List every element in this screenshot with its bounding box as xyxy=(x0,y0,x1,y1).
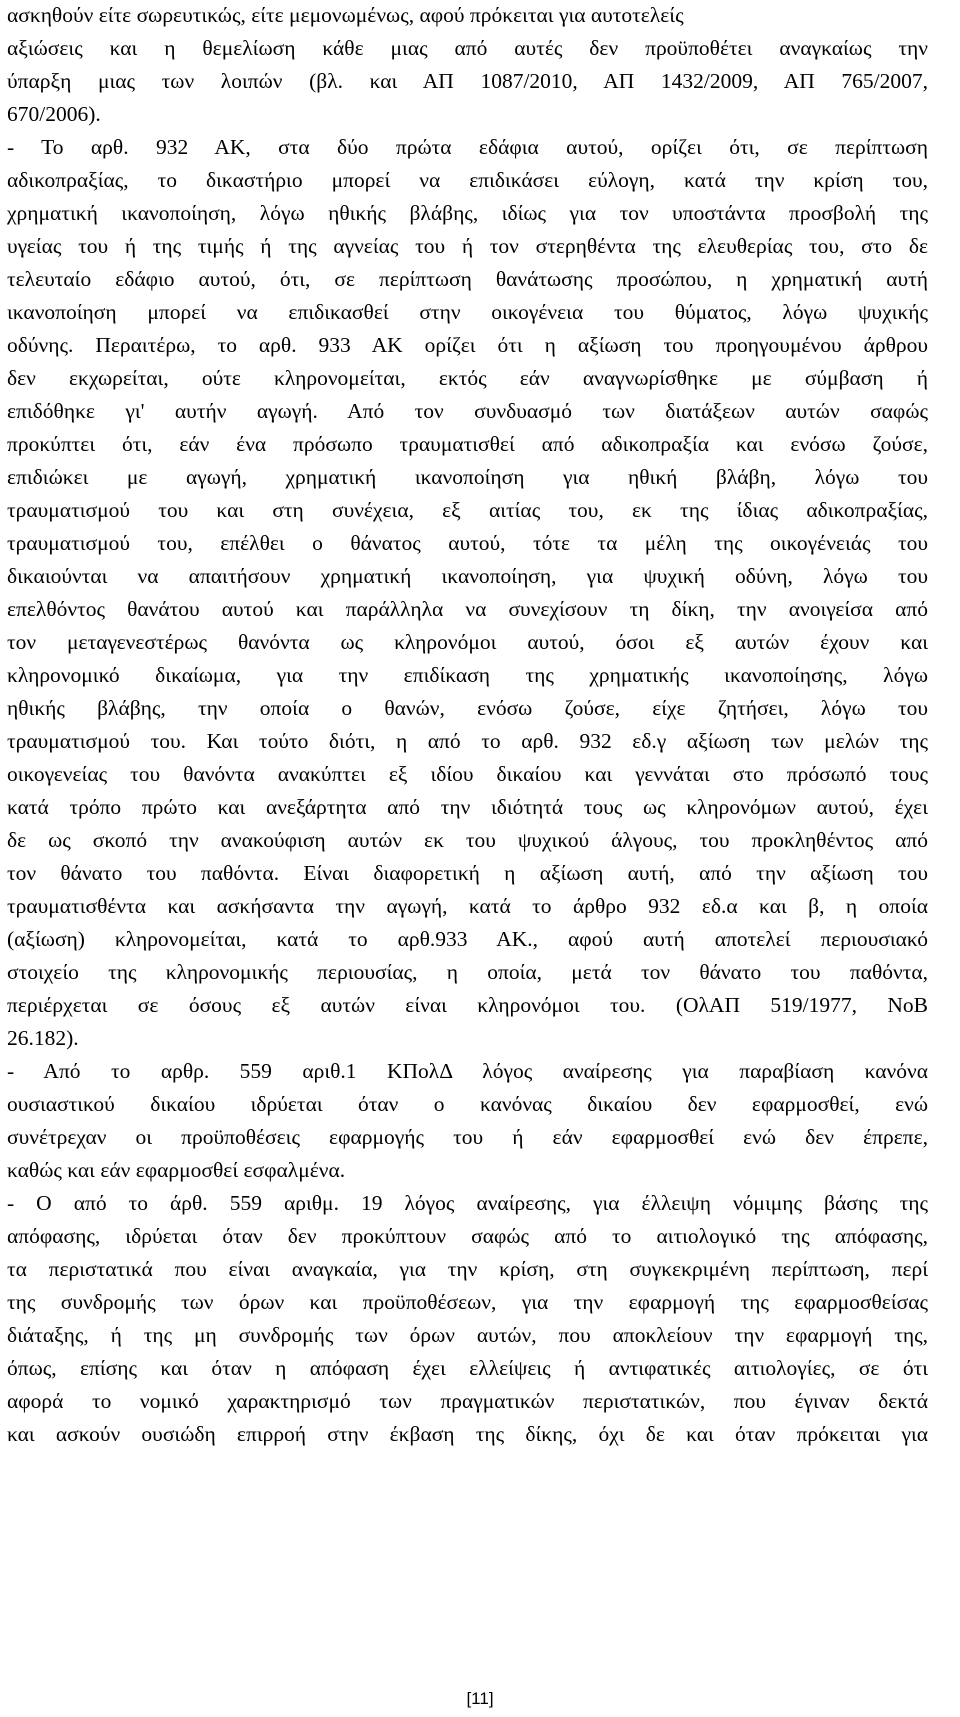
text-line: οδύνης. Περαιτέρω, το αρθ. 933 ΑΚ ορίζει ότι η αξίωση του προηγουμένου άρθρου xyxy=(7,333,928,357)
text-line: της συνδρομής των όρων και προϋποθέσεων, για την εφαρμογή της εφαρμοσθείσας xyxy=(7,1290,928,1314)
text-line: τον θάνατο του παθόντα. Είναι διαφορετική η αξίωση αυτή, από την αξίωση του xyxy=(7,861,928,885)
text-line: υγείας του ή της τιμής ή της αγνείας του ή τον στερηθέντα της ελευθερίας του, στο δε xyxy=(7,234,928,258)
text-line: όπως, επίσης και όταν η απόφαση έχει ελλείψεις ή αντιφατικές αιτιολογίες, σε ότι xyxy=(7,1356,928,1380)
text-line: διάταξης, ή της μη συνδρομής των όρων αυτών, που αποκλείουν την εφαρμογή της, xyxy=(7,1323,928,1347)
text-line: τελευταίο εδάφιο αυτού, ότι, σε περίπτωση θανάτωσης προσώπου, η χρηματική αυτή xyxy=(7,267,928,291)
text-line: κατά τρόπο πρώτο και ανεξάρτητα από την ιδιότητά τους ως κληρονόμων αυτού, έχει xyxy=(7,795,928,819)
text-line: τραυματισμού του. Και τούτο διότι, η από το αρθ. 932 εδ.γ αξίωση των μελών της xyxy=(7,729,928,753)
text-line: δεν εκχωρείται, ούτε κληρονομείται, εκτός εάν αναγνωρίσθηκε με σύμβαση ή xyxy=(7,366,928,390)
text-line: ύπαρξη μιας των λοιπών (βλ. και ΑΠ 1087/2010, ΑΠ 1432/2009, ΑΠ 765/2007, xyxy=(7,69,928,93)
text-line: 26.182). xyxy=(7,1026,79,1050)
text-line: περιέρχεται σε όσους εξ αυτών είναι κληρονόμοι του. (ΟλΑΠ 519/1977, ΝοΒ xyxy=(7,993,928,1017)
text-line: - Από το αρθρ. 559 αριθ.1 ΚΠολΔ λόγος αναίρεσης για παραβίαση κανόνα xyxy=(7,1059,928,1083)
text-line: ουσιαστικού δικαίου ιδρύεται όταν ο κανόνας δικαίου δεν εφαρμοσθεί, ενώ xyxy=(7,1092,928,1116)
text-line: ικανοποίηση μπορεί να επιδικασθεί στην οικογένεια του θύματος, λόγω ψυχικής xyxy=(7,300,928,324)
text-line: τα περιστατικά που είναι αναγκαία, για την κρίση, στη συγκεκριμένη περίπτωση, περί xyxy=(7,1257,928,1281)
text-line: (αξίωση) κληρονομείται, κατά το αρθ.933 ΑΚ., αφού αυτή αποτελεί περιουσιακό xyxy=(7,927,928,951)
text-line: συνέτρεχαν οι προϋποθέσεις εφαρμογής του ή εάν εφαρμοσθεί ενώ δεν έπρεπε, xyxy=(7,1125,928,1149)
text-line: και ασκούν ουσιώδη επιρροή στην έκβαση της δίκης, όχι δε και όταν πρόκειται για xyxy=(7,1422,928,1446)
text-line: τραυματισμού του και στη συνέχεια, εξ αιτίας του, εκ της ίδιας αδικοπραξίας, xyxy=(7,498,928,522)
text-line: - Ο από το άρθ. 559 αριθμ. 19 λόγος αναίρεσης, για έλλειψη νόμιμης βάσης της xyxy=(7,1191,928,1215)
text-line: στοιχείο της κληρονομικής περιουσίας, η οποία, μετά τον θάνατο του παθόντα, xyxy=(7,960,928,984)
text-line: χρηματική ικανοποίηση, λόγω ηθικής βλάβης, ιδίως για τον υποστάντα προσβολή της xyxy=(7,201,928,225)
page-number: [11] xyxy=(466,1689,494,1708)
text-line: απόφασης, ιδρύεται όταν δεν προκύπτουν σαφώς από το αιτιολογικό της απόφασης, xyxy=(7,1224,928,1248)
text-line: αξιώσεις και η θεμελίωση κάθε μιας από αυτές δεν προϋποθέτει αναγκαίως την xyxy=(7,36,928,60)
text-line: δικαιούνται να απαιτήσουν χρηματική ικανοποίηση, για ψυχική οδύνη, λόγω του xyxy=(7,564,928,588)
text-line: ασκηθούν είτε σωρευτικώς, είτε μεμονωμένως, αφού πρόκειται για αυτοτελείς xyxy=(7,3,684,27)
text-line: επιδιώκει με αγωγή, χρηματική ικανοποίηση για ηθική βλάβη, λόγω του xyxy=(7,465,928,489)
text-line: επιδόθηκε γι' αυτήν αγωγή. Από τον συνδυασμό των διατάξεων αυτών σαφώς xyxy=(7,399,928,423)
text-line: - Το αρθ. 932 ΑΚ, στα δύο πρώτα εδάφια αυτού, ορίζει ότι, σε περίπτωση xyxy=(7,135,928,159)
text-line: τον μεταγενεστέρως θανόντα ως κληρονόμοι αυτού, όσοι εξ αυτών έχουν και xyxy=(7,630,928,654)
text-line: καθώς και εάν εφαρμοσθεί εσφαλμένα. xyxy=(7,1158,346,1182)
text-line: επελθόντος θανάτου αυτού και παράλληλα να συνεχίσουν τη δίκη, την ανοιγείσα από xyxy=(7,597,928,621)
text-line: οικογενείας του θανόντα ανακύπτει εξ ιδίου δικαίου και γεννάται στο πρόσωπό τους xyxy=(7,762,928,786)
text-line: αφορά το νομικό χαρακτηρισμό των πραγματικών περιστατικών, που έγιναν δεκτά xyxy=(7,1389,928,1413)
text-line: αδικοπραξίας, το δικαστήριο μπορεί να επιδικάσει εύλογη, κατά την κρίση του, xyxy=(7,168,928,192)
text-line: κληρονομικό δικαίωμα, για την επιδίκαση της χρηματικής ικανοποίησης, λόγω xyxy=(7,663,928,687)
text-line: 670/2006). xyxy=(7,102,101,126)
text-line: τραυματισθέντα και ασκήσαντα την αγωγή, κατά το άρθρο 932 εδ.α και β, η οποία xyxy=(7,894,928,918)
text-line: προκύπτει ότι, εάν ένα πρόσωπο τραυματισθεί από αδικοπραξία και ενόσω ζούσε, xyxy=(7,432,928,456)
text-line: τραυματισμού του, επέλθει ο θάνατος αυτού, τότε τα μέλη της οικογένειάς του xyxy=(7,531,928,555)
text-line: δε ως σκοπό την ανακούφιση αυτών εκ του ψυχικού άλγους, του προκληθέντος από xyxy=(7,828,928,852)
text-line: ηθικής βλάβης, την οποία ο θανών, ενόσω ζούσε, είχε ζητήσει, λόγω του xyxy=(7,696,928,720)
